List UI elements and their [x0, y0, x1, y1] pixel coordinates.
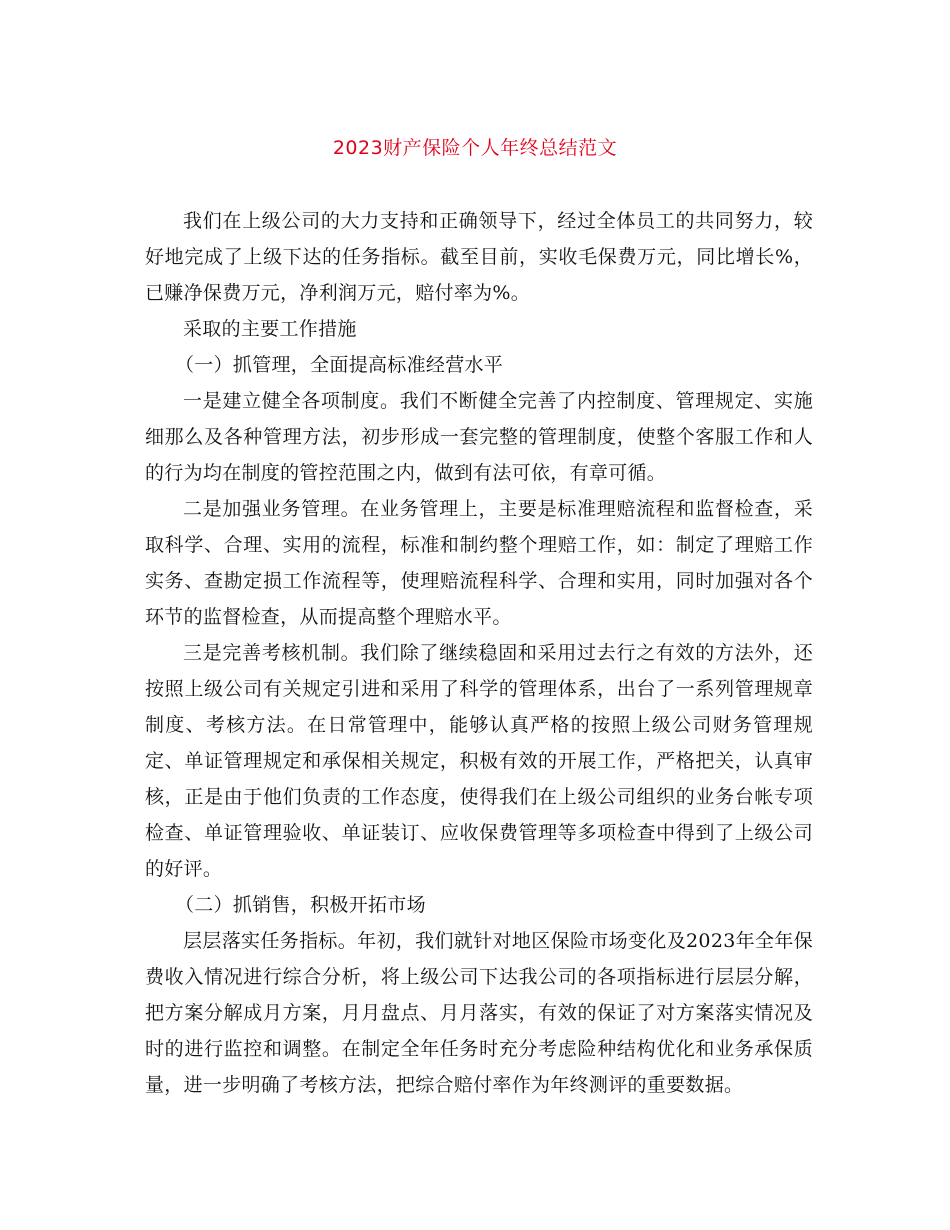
paragraph-intro: 我们在上级公司的大力支持和正确领导下，经过全体员工的共同努力，较好地完成了上级下达的任务指标。截至目前，实收毛保费万元，同比增长%，已赚净保费万元，净利润万元，赔付率为%。	[145, 210, 813, 304]
paragraph-system: 一是建立健全各项制度。我们不断健全完善了内控制度、管理规定、实施细那么及各种管理方法，初步形成一套完整的管理制度，使整个客服工作和人的行为均在制度的管控范围之内，做到有法可依，有章可循。	[145, 390, 813, 484]
document-title: 2023财产保险个人年终总结范文	[332, 137, 618, 159]
document-body	[145, 203, 813, 1103]
subsection-heading-sales: （二）抓销售，积极开拓市场	[175, 894, 426, 916]
section-heading-measures: 采取的主要工作措施	[183, 318, 357, 340]
paragraph-business-management: 二是加强业务管理。在业务管理上，主要是标准理赔流程和监督检查，采取科学、合理、实用的流程，标准和制约整个理赔工作，如：制定了理赔工作实务、查勘定损工作流程等，使理赔流程科学、合理和实用，同时加强对各个环节的监督检查，从而提高整个理赔水平。	[145, 498, 813, 628]
paragraph-assessment: 三是完善考核机制。我们除了继续稳固和采用过去行之有效的方法外，还按照上级公司有关规定引进和采用了科学的管理体系，出台了一系列管理规章制度、考核方法。在日常管理中，能够认真严格的按照上级公司财务管理规定、单证管理规定和承保相关规定，积极有效的开展工作，严格把关，认真审核，正是由于他们负责的工作态度，使得我们在上级公司组织的业务台帐专项检查、单证管理验收、单证装订、应收保费管理等多项检查中得到了上级公司的好评。	[145, 642, 813, 880]
subsection-heading-management: （一）抓管理，全面提高标准经营水平	[175, 354, 504, 376]
paragraph-targets: 层层落实任务指标。年初，我们就针对地区保险市场变化及2023年全年保费收入情况进行综合分析，将上级公司下达我公司的各项指标进行层层分解，把方案分解成月方案，月月盘点、月月落实，有效的保证了对方案落实情况及时的进行监控和调整。在制定全年任务时充分考虑险种结构优化和业务承保质量，进一步明确了考核方法，把综合赔付率作为年终测评的重要数据。	[145, 930, 813, 1096]
